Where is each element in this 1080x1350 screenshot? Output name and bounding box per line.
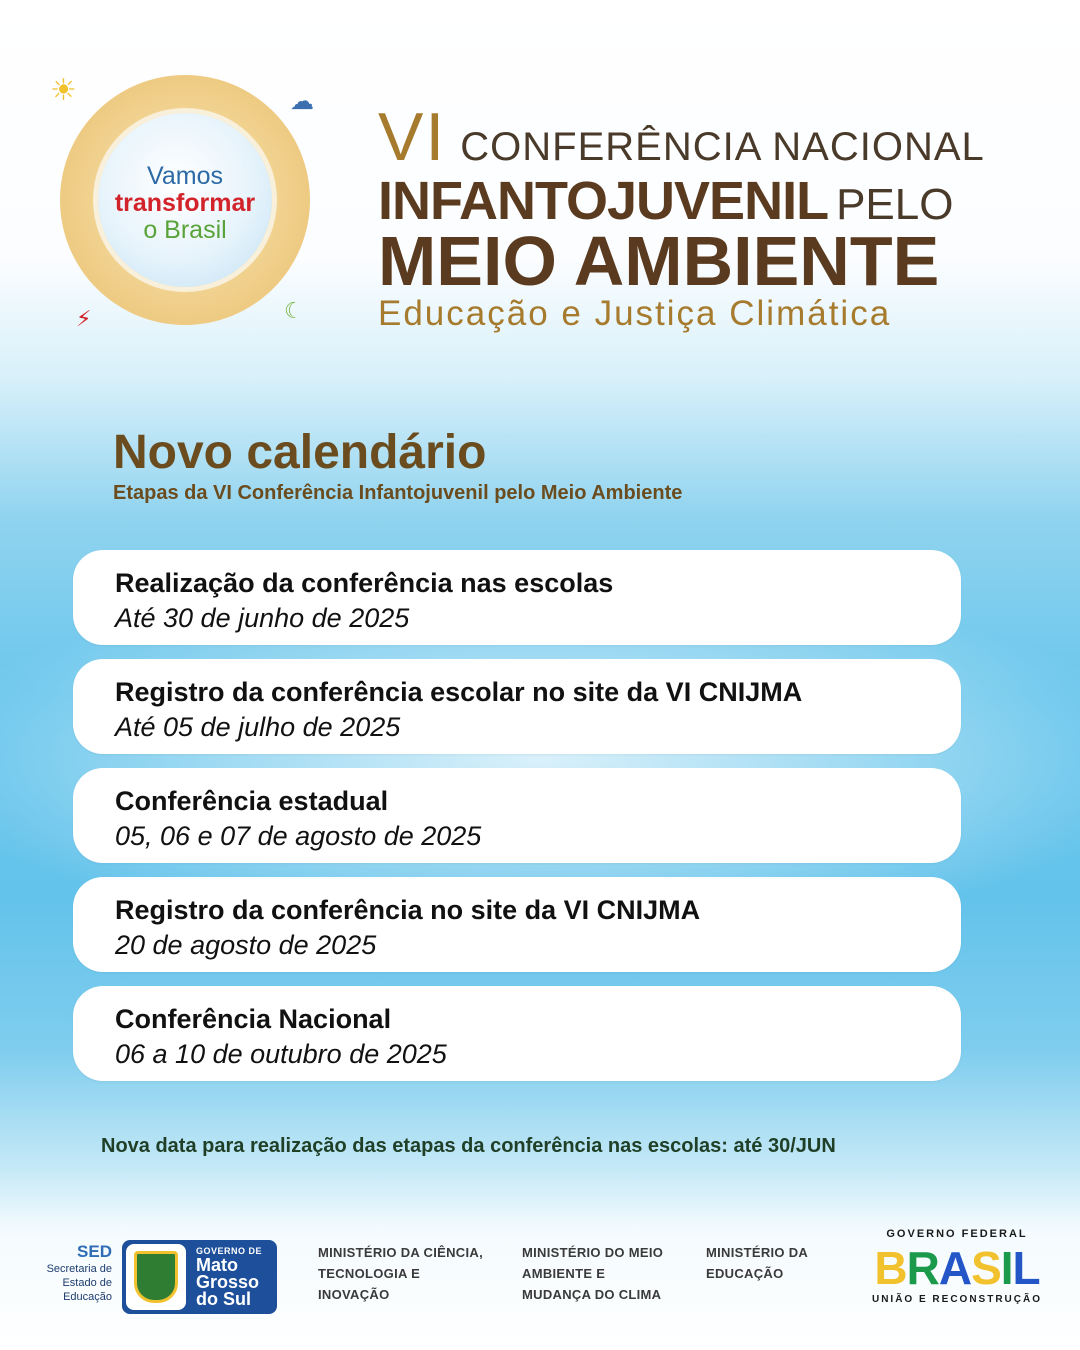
rain-cloud-icon: ☁ [290,87,314,115]
ministry-education-line-1: MINISTÉRIO DA [706,1245,809,1260]
calendar-item-date: 20 de agosto de 2025 [115,930,377,960]
calendar-item-title: Registro da conferência no site da VI CNIJMA [115,895,701,925]
title-meio-ambiente: MEIO AMBIENTE [378,222,940,300]
title-pelo: PELO [836,180,954,229]
conference-logo [40,55,330,345]
ministry-science-line-1: MINISTÉRIO DA CIÊNCIA, [318,1245,484,1260]
calendar-item [73,550,961,645]
calendar-item [73,877,961,972]
logo-line-1: Vamos [147,162,223,190]
calendar-item-title: Registro da conferência escolar no site da VI CNIJMA [115,677,803,707]
title-line-1 [378,98,1018,175]
gov-fed-letter: R [906,1242,939,1294]
ministry-science-line-2: TECNOLOGIA E [318,1266,421,1281]
sun-icon: ☀ [50,73,77,108]
logo-line-2: transformar [114,189,256,217]
ms-text [196,1246,262,1308]
ms-state-line-2: Grosso [196,1272,260,1292]
logo-line-3: o Brasil [143,216,227,244]
ministry-education-line-2: EDUCAÇÃO [706,1266,784,1281]
ministry-science [318,1242,498,1305]
gov-fed-top: GOVERNO FEDERAL [886,1228,1028,1240]
title-infantojuvenil: INFANTOJUVENIL [378,171,829,231]
ministry-science-line-3: INOVAÇÃO [318,1287,390,1302]
sed-name-line-1: Secretaria de [46,1263,112,1275]
title-conference: CONFERÊNCIA NACIONAL [460,125,985,169]
ministry-environment-line-2: AMBIENTE E [522,1266,606,1281]
title-theme: Educação e Justiça Climática [378,294,892,333]
calendar-heading [113,426,682,505]
gov-fed-bottom: UNIÃO E RECONSTRUÇÃO [871,1294,1042,1305]
gov-fed-letter: B [874,1242,907,1294]
gov-fed-letter: I [1000,1242,1013,1294]
sed-name-line-2: Estado de [62,1277,112,1289]
ministry-environment-line-1: MINISTÉRIO DO MEIO [522,1245,664,1260]
ms-state-line-1: Mato [196,1255,238,1275]
sed-logo [30,1242,112,1304]
sed-name-line-3: Educação [63,1291,112,1303]
footnote: Nova data para realização das etapas da conferência nas escolas: até 30/JUN [101,1135,836,1157]
ministry-environment-line-3: MUDANÇA DO CLIMA [522,1287,662,1302]
calendar-item-date: Até 30 de junho de 2025 [115,603,410,633]
title-roman-numeral: VI [378,99,447,175]
event-title [378,98,1018,334]
calendar-item [73,986,961,1081]
title-line-2 [378,170,1018,231]
gov-fed-letter: A [938,1242,972,1294]
ms-state-line-3: do Sul [196,1289,251,1309]
moon-icon: ☾ [284,299,304,324]
calendar-item-title: Conferência Nacional [115,1004,392,1034]
mato-grosso-do-sul-logo [122,1240,277,1314]
calendar-item-title: Realização da conferência nas escolas [115,568,614,598]
calendar-subtitle: Etapas da VI Conferência Infantojuvenil pelo Meio Ambiente [113,482,683,504]
gov-fed-letter: L [1012,1242,1040,1294]
calendar-list [73,550,961,1095]
gov-fed-letter: S [971,1242,1001,1294]
calendar-item-date: Até 05 de julho de 2025 [115,712,401,742]
lightning-icon: ⚡ [76,307,92,332]
footer-logos [0,1220,1080,1330]
calendar-item [73,659,961,754]
sed-abbr: SED [77,1242,112,1261]
ministry-environment [522,1242,682,1305]
ministry-education [706,1242,826,1284]
calendar-item [73,768,961,863]
logo-slogan [80,163,290,244]
ms-gov-label: GOVERNO DE [196,1246,263,1256]
calendar-item-date: 05, 06 e 07 de agosto de 2025 [115,821,482,851]
calendar-title: Novo calendário [113,426,487,479]
calendar-item-title: Conferência estadual [115,786,389,816]
calendar-item-date: 06 a 10 de outubro de 2025 [115,1039,447,1069]
gov-fed-brasil-word [862,1242,1052,1294]
governo-federal-logo [862,1228,1052,1305]
state-crest-icon [126,1244,186,1310]
